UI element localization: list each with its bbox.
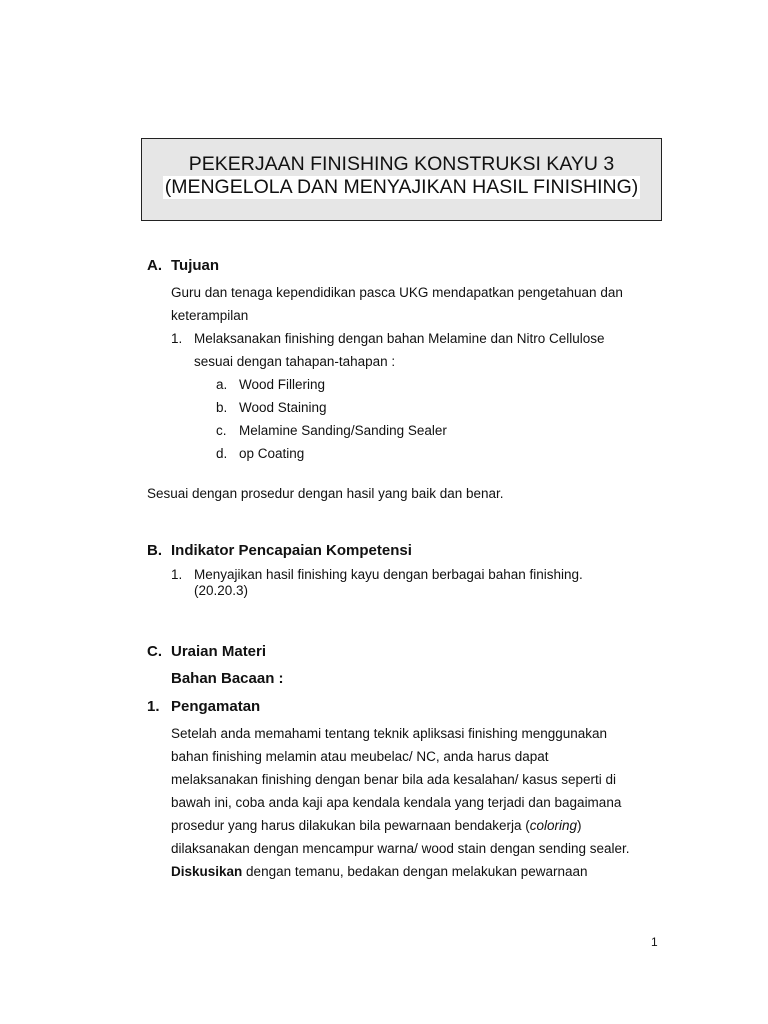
section-c-title: Uraian Materi (171, 643, 267, 660)
section-a-title: Tujuan (171, 257, 220, 274)
section-a-intro-1: Guru dan tenaga kependidikan pasca UKG mendapatkan pengetahuan dan (171, 285, 623, 300)
list-item-text: Melaksanakan finishing dengan bahan Melamine dan Nitro Cellulose (194, 331, 605, 346)
title-line-1: PEKERJAAN FINISHING KONSTRUKSI KAYU 3 (188, 153, 615, 175)
section-b-item-1 (171, 567, 583, 583)
paragraph-line (171, 860, 588, 883)
section-c-heading (147, 643, 266, 660)
section-1-title: Pengamatan (171, 698, 261, 715)
paragraph-line (171, 814, 582, 837)
sub-item-text: Melamine Sanding/Sanding Sealer (239, 423, 447, 438)
sub-item-text: Wood Fillering (239, 377, 326, 392)
sub-item-b (216, 396, 327, 419)
sub-item-c (216, 419, 447, 442)
paragraph-line: dilaksanakan dengan mencampur warna/ wood stain dengan sending sealer. (171, 841, 630, 856)
paragraph-line: bawah ini, coba anda kaji apa kendala kendala yang terjadi dan bagaimana (171, 795, 622, 810)
sub-item-letter: b. (216, 400, 228, 415)
title-line-2: (MENGELOLA DAN MENYAJIKAN HASIL FINISHING) (164, 176, 639, 198)
sub-item-text: op Coating (239, 446, 305, 461)
italic-term: coloring (529, 818, 578, 833)
line-text: ) (577, 818, 582, 833)
paragraph-line: bahan finishing melamin atau meubelac/ NC, anda harus dapat (171, 749, 549, 764)
bahan-bacaan-heading: Bahan Bacaan : (171, 670, 284, 687)
section-c-marker: C. (147, 643, 162, 660)
section-1-heading (147, 698, 260, 715)
list-item-text: Menyajikan hasil finishing kayu dengan berbagai bahan finishing. (194, 567, 583, 582)
section-b-title: Indikator Pencapaian Kompetensi (171, 542, 412, 559)
section-b-marker: B. (147, 542, 162, 559)
section-a-intro-2: keterampilan (171, 308, 249, 323)
section-a-item-1-cont: sesuai dengan tahapan-tahapan : (194, 354, 396, 369)
title-box (141, 138, 662, 221)
section-1-marker: 1. (147, 698, 160, 715)
paragraph-line: Setelah anda memahami tentang teknik apliksasi finishing menggunakan (171, 726, 608, 741)
sub-item-letter: a. (216, 377, 228, 392)
line-text: dengan temanu, bedakan dengan melakukan pewarnaan (242, 864, 588, 879)
section-a-heading (147, 257, 219, 274)
list-number: 1. (171, 331, 183, 346)
sub-item-letter: d. (216, 446, 228, 461)
line-text: prosedur yang harus dilakukan bila pewarnaan bendakerja ( (171, 818, 530, 833)
section-a-item-1 (171, 327, 605, 350)
sub-item-letter: c. (216, 423, 227, 438)
section-a-closing: Sesuai dengan prosedur dengan hasil yang baik dan benar. (147, 486, 504, 501)
section-b-heading (147, 542, 412, 559)
bold-term: Diskusikan (171, 864, 243, 879)
sub-item-a (216, 373, 325, 396)
paragraph-line: melaksanakan finishing dengan benar bila ada kesalahan/ kasus seperti di (171, 772, 617, 787)
page-number: 1 (651, 935, 658, 949)
section-a-marker: A. (147, 257, 162, 274)
list-number: 1. (171, 567, 183, 582)
section-b-item-1-cont: (20.20.3) (194, 583, 249, 598)
sub-item-text: Wood Staining (239, 400, 327, 415)
sub-item-d (216, 442, 304, 465)
